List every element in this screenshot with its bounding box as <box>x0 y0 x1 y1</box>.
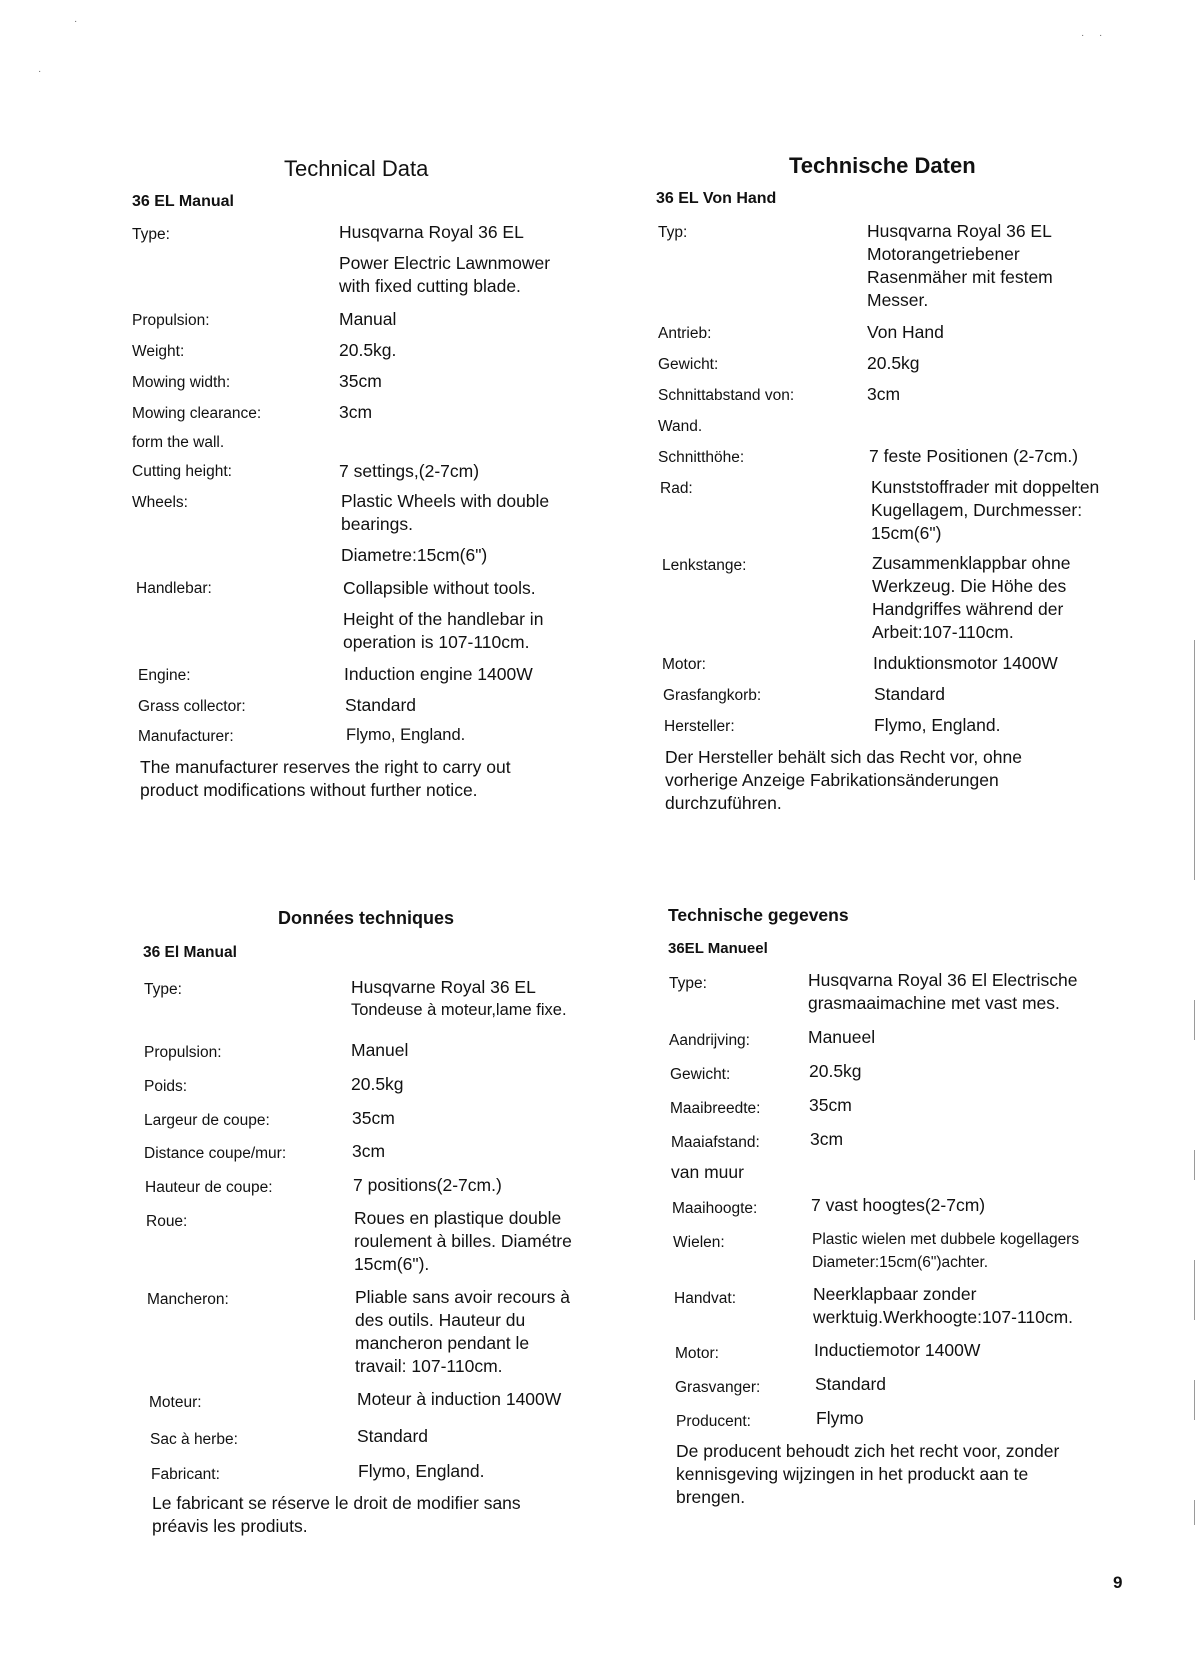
spec-value: Flymo, England. <box>358 1461 485 1481</box>
spec-label: Typ: <box>658 224 688 241</box>
spec-label: Sac à herbe: <box>150 1431 238 1448</box>
spec-label: Type: <box>669 975 707 992</box>
spec-value: Husqvarna Royal 36 El Electrische grasmaaimachine met vast mes. <box>808 970 1078 1013</box>
spec-value: Husqvarna Royal 36 EL Motorangetriebener Rasenmäher mit festem Messer. <box>867 221 1053 310</box>
scan-speck: · <box>1081 30 1085 41</box>
spec-value: Plastic wielen met dubbele kogellagers Diameter:15cm(6")achter. <box>812 1231 1080 1271</box>
spec-label: Schnittabstand von: <box>658 387 795 404</box>
disclaimer-note: The manufacturer reserves the right to carry out product modifications without further notice. <box>140 757 511 800</box>
spec-label: Hauteur de coupe: <box>145 1179 273 1196</box>
spec-value: Husqvarna Royal 36 EL Power Electric Lawnmower with fixed cutting blade. <box>339 222 551 296</box>
spec-value: Moteur à induction 1400W <box>357 1389 562 1409</box>
spec-value: Flymo <box>816 1408 864 1428</box>
spec-label: Distance coupe/mur: <box>144 1145 287 1162</box>
spec-label: Producent: <box>676 1413 751 1430</box>
spec-label: Schnitthöhe: <box>658 449 745 466</box>
spec-label: Engine: <box>138 667 191 684</box>
spec-label: Motor: <box>675 1345 719 1362</box>
section-title: Technical Data <box>284 156 429 181</box>
spec-label: Maaiafstand: <box>671 1134 760 1151</box>
spec-label: Maaibreedte: <box>670 1100 761 1117</box>
spec-label: Cutting height: <box>132 463 232 480</box>
spec-value: Standard <box>357 1426 429 1446</box>
spec-value: 7 vast hoogtes(2-7cm) <box>811 1195 986 1215</box>
spec-value: 35cm <box>339 371 382 391</box>
spec-label: Largeur de coupe: <box>144 1112 270 1129</box>
spec-label: Grasvanger: <box>675 1379 761 1396</box>
spec-label: Wheels: <box>132 494 188 511</box>
spec-label: Wand. <box>658 418 703 435</box>
spec-label: Type: <box>132 226 170 243</box>
spec-value: Neerklapbaar zonder werktuig.Werkhoogte:107-110cm. <box>813 1284 1074 1327</box>
scan-speck: · <box>38 66 42 77</box>
spec-value: 7 feste Positionen (2-7cm.) <box>869 446 1079 466</box>
spec-value: Roues en plastique double roulement à billes. Diamétre 15cm(6"). <box>354 1208 572 1274</box>
spec-label: Lenkstange: <box>662 557 747 574</box>
spec-label: Gewicht: <box>658 356 719 373</box>
spec-label: Handlebar: <box>136 580 212 597</box>
spec-value: 3cm <box>810 1129 844 1149</box>
spec-label: Roue: <box>146 1213 188 1230</box>
section-title: Données techniques <box>278 908 455 928</box>
model-heading: 36 EL Von Hand <box>656 190 777 207</box>
spec-value: Manuel <box>351 1040 409 1060</box>
spec-value: Standard <box>345 695 417 715</box>
spec-value: 35cm <box>809 1095 852 1115</box>
spec-value: 35cm <box>352 1108 395 1128</box>
spec-value: Husqvarne Royal 36 EL Tondeuse à moteur,lame fixe. <box>351 977 567 1019</box>
spec-value: Plastic Wheels with double bearings. Diametre:15cm(6") <box>341 491 550 565</box>
spec-label: Manufacturer: <box>138 728 234 745</box>
scan-speck: · <box>1099 30 1103 41</box>
spec-label: Motor: <box>662 656 706 673</box>
model-heading: 36 EL Manual <box>132 193 234 210</box>
disclaimer-note: Der Hersteller behält sich das Recht vor, ohne vorherige Anzeige Fabrikationsänderungen durchzuführen. <box>665 747 1022 813</box>
spec-value: Zusammenklappbar ohne Werkzeug. Die Höhe des Handgriffes während der Arbeit:107-110cm. <box>872 553 1071 642</box>
spec-value: Manual <box>339 309 397 329</box>
spec-label: Wielen: <box>673 1234 725 1251</box>
spec-value: 20.5kg. <box>339 340 397 360</box>
spec-value: Manueel <box>808 1027 876 1047</box>
spec-label: Fabricant: <box>151 1466 220 1483</box>
spec-label: Rad: <box>660 480 693 497</box>
spec-label: Grass collector: <box>138 698 246 715</box>
spec-value: Induktionsmotor 1400W <box>873 653 1058 673</box>
spec-label: Antrieb: <box>658 325 712 342</box>
spec-label: form the wall. <box>132 434 225 451</box>
spec-label: van muur <box>671 1162 744 1182</box>
spec-value: 7 settings,(2-7cm) <box>339 461 480 481</box>
scan-speck: · <box>74 16 78 27</box>
spec-value: Flymo, England. <box>874 715 1001 735</box>
section-title: Technische Daten <box>789 153 976 178</box>
spec-label: Gewicht: <box>670 1066 731 1083</box>
spec-value: Induction engine 1400W <box>344 664 533 684</box>
spec-value: 3cm <box>339 402 373 422</box>
model-heading: 36 El Manual <box>143 944 237 961</box>
spec-label: Propulsion: <box>132 312 210 329</box>
spec-label: Maaihoogte: <box>672 1200 758 1217</box>
spec-label: Type: <box>144 981 182 998</box>
spec-label: Poids: <box>144 1078 188 1095</box>
spec-label: Grasfangkorb: <box>663 687 762 704</box>
spec-value: Standard <box>815 1374 887 1394</box>
spec-label: Propulsion: <box>144 1044 222 1061</box>
spec-value: 20.5kg <box>867 353 920 373</box>
spec-value: Kunststoffrader mit doppelten Kugellagem, Durchmesser: 15cm(6") <box>871 477 1100 543</box>
spec-label: Handvat: <box>674 1290 737 1307</box>
section-title: Technische gegevens <box>668 905 849 925</box>
spec-label: Mowing clearance: <box>132 405 262 422</box>
spec-label: Mancheron: <box>147 1291 229 1308</box>
spec-value: 20.5kg <box>809 1061 862 1081</box>
spec-label: Hersteller: <box>664 718 735 735</box>
spec-value: Inductiemotor 1400W <box>814 1340 981 1360</box>
spec-value: 3cm <box>352 1141 386 1161</box>
spec-value: Collapsible without tools. Height of the handlebar in operation is 107-110cm. <box>343 578 544 652</box>
spec-label: Aandrijving: <box>669 1032 750 1049</box>
disclaimer-note: Le fabricant se réserve le droit de modifier sans préavis les prodiuts. <box>152 1493 521 1536</box>
spec-label: Mowing width: <box>132 374 231 391</box>
spec-value: Von Hand <box>867 322 944 342</box>
spec-value: 3cm <box>867 384 901 404</box>
page-number: 9 <box>1113 1573 1123 1592</box>
spec-value: Pliable sans avoir recours à des outils. Hauteur du mancheron pendant le travail: 107-110cm. <box>355 1287 570 1376</box>
model-heading: 36EL Manueel <box>668 940 768 957</box>
spec-value: Standard <box>874 684 946 704</box>
spec-value: 20.5kg <box>351 1074 404 1094</box>
spec-value: 7 positions(2-7cm.) <box>353 1175 502 1195</box>
spec-label: Weight: <box>132 343 185 360</box>
spec-value: Flymo, England. <box>346 726 466 744</box>
spec-label: Moteur: <box>149 1394 202 1411</box>
disclaimer-note: De producent behoudt zich het recht voor, zonder kennisgeving wijzingen in het produckt aan te brengen. <box>676 1441 1060 1507</box>
